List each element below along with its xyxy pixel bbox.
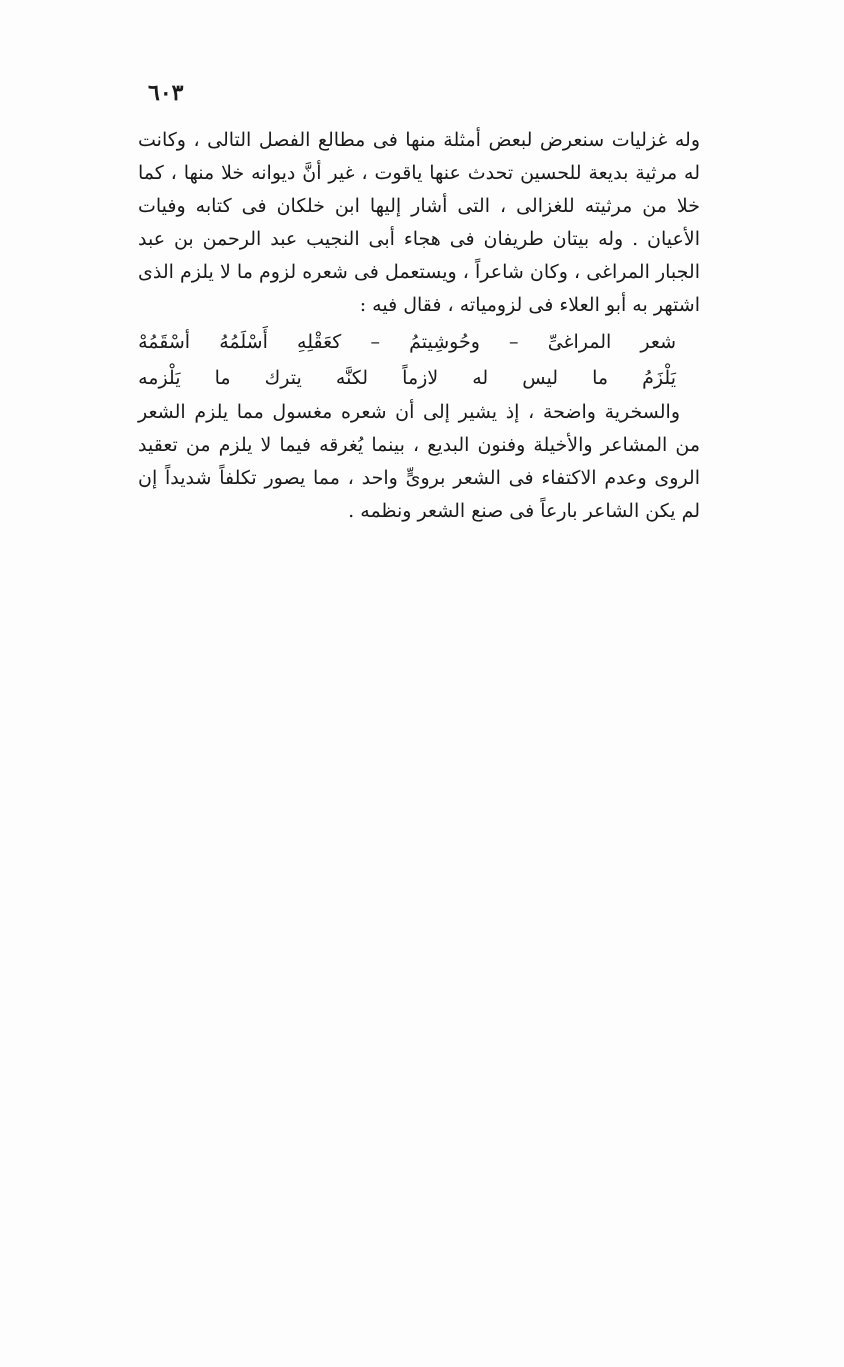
verse-word: شعر <box>640 331 676 353</box>
verse-word: – <box>509 331 519 353</box>
verse-block <box>138 324 700 396</box>
verse-word: يَلْزمه <box>138 367 181 389</box>
verse-word: ما <box>592 367 609 389</box>
verse-word: يترك <box>264 367 302 389</box>
verse-word: لكنَّه <box>335 367 369 389</box>
verse-word: يَلْزَمُ <box>642 367 676 389</box>
verse-line <box>138 360 700 396</box>
verse-word: المراغىِّ <box>547 331 612 353</box>
verse-word: أسْقَمُهْ <box>138 331 191 353</box>
verse-word: – <box>370 331 380 353</box>
verse-word: ما <box>214 367 231 389</box>
paragraph-commentary: والسخرية واضحة ، إذ يشير إلى أن شعره مغسول مما يلزم الشعر من المشاعر والأخيلة وفنون البديع ، بينما يُغرقه فيما لا يلزم من تعقيد الروى وعدم الاكتفاء فى الشعر بروىٍّ واحد ، مما يصور تكلفاً شديداً إن لم يكن الشاعر بارعاً فى صنع الشعر ونظمه . <box>138 401 700 522</box>
body-text <box>138 124 700 528</box>
verse-word: أَسْلَمُهُ <box>219 331 268 353</box>
verse-word: كعَقْلِهِ <box>297 331 342 353</box>
verse-word: لازماً <box>402 367 439 389</box>
verse-word: له <box>472 367 489 389</box>
verse-word: وحُوشِيتمُ <box>409 331 480 353</box>
verse-line <box>138 324 700 360</box>
verse-word: ليس <box>522 367 559 389</box>
paragraph-intro: وله غزليات سنعرض لبعض أمثلة منها فى مطالع الفصل التالى ، وكانت له مرثية بديعة للحسين تحدث عنها ياقوت ، غير أنَّ ديوانه خلا منها ، كما خلا من مرثيته للغزالى ، التى أشار إليها ابن خلكان فى كتابه وفيات الأعيان . وله بيتان طريفان فى هجاء أبى النجيب عبد الرحمن بن عبد الجبار المراغى ، وكان شاعراً ، ويستعمل فى شعره لزوم ما لا يلزم الذى اشتهر به أبو العلاء فى لزومياته ، فقال فيه : <box>138 129 700 316</box>
page-number: ٦٠٣ <box>148 80 184 106</box>
